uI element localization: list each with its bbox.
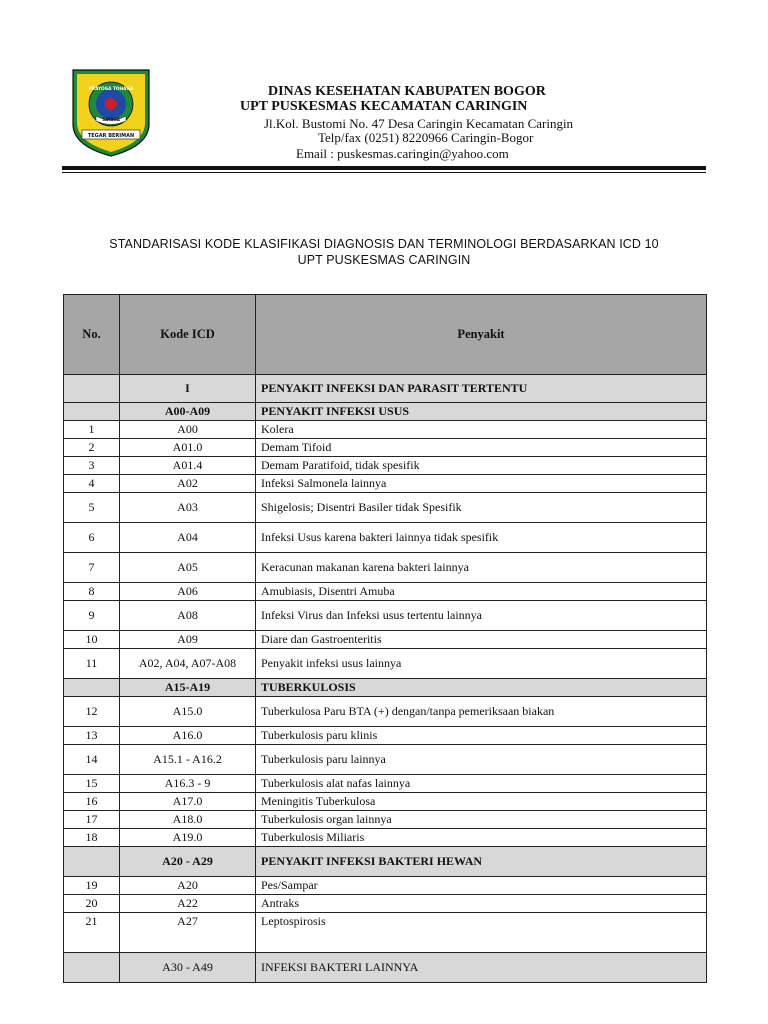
row-number: 3 — [64, 457, 120, 475]
table-row — [64, 775, 707, 793]
table-row — [64, 601, 707, 631]
disease-name: Kolera — [256, 421, 707, 439]
row-number: 18 — [64, 829, 120, 847]
disease-name: PENYAKIT INFEKSI USUS — [256, 403, 707, 421]
table-row — [64, 811, 707, 829]
column-header-disease: Penyakit — [256, 295, 707, 375]
icd-code: I — [120, 375, 256, 403]
icd-code: A00-A09 — [120, 403, 256, 421]
icd-code: A20 — [120, 877, 256, 895]
icd-code: A27 — [120, 913, 256, 953]
icd-code: A02, A04, A07-A08 — [120, 649, 256, 679]
row-number: 21 — [64, 913, 120, 953]
disease-name: Shigelosis; Disentri Basiler tidak Spesifik — [256, 493, 707, 523]
disease-name: Demam Tifoid — [256, 439, 707, 457]
table-row — [64, 475, 707, 493]
table-row — [64, 793, 707, 811]
row-number: 15 — [64, 775, 120, 793]
table-row — [64, 697, 707, 727]
row-number: 9 — [64, 601, 120, 631]
logo-ribbon-text: TEGAR BERIMAN — [87, 133, 135, 139]
table-row — [64, 913, 707, 953]
disease-name: Tuberkulosis Miliaris — [256, 829, 707, 847]
icd-code: A01.4 — [120, 457, 256, 475]
column-header-no: No. — [64, 295, 120, 375]
bogor-regency-logo — [70, 66, 152, 158]
row-number: 12 — [64, 697, 120, 727]
table-row — [64, 457, 707, 475]
icd-code: A17.0 — [120, 793, 256, 811]
disease-name: PENYAKIT INFEKSI BAKTERI HEWAN — [256, 847, 707, 877]
row-number: 4 — [64, 475, 120, 493]
table-row — [64, 895, 707, 913]
disease-name: INFEKSI BAKTERI LAINNYA — [256, 953, 707, 983]
row-number — [64, 847, 120, 877]
row-number: 5 — [64, 493, 120, 523]
letterhead-divider — [62, 166, 706, 170]
row-number: 17 — [64, 811, 120, 829]
icd-code: A18.0 — [120, 811, 256, 829]
section-row — [64, 403, 707, 421]
row-number: 6 — [64, 523, 120, 553]
logo-center-text: SAYAGA — [102, 117, 120, 122]
column-header-code: Kode ICD — [120, 295, 256, 375]
icd-code: A02 — [120, 475, 256, 493]
email-line: Email : puskesmas.caringin@yahoo.com — [296, 146, 509, 161]
clinic-name: UPT PUSKESMAS KECAMATAN CARINGIN — [240, 99, 528, 114]
icd-code: A04 — [120, 523, 256, 553]
icd-code: A15.0 — [120, 697, 256, 727]
icd-code: A09 — [120, 631, 256, 649]
disease-name: Infeksi Salmonela lainnya — [256, 475, 707, 493]
disease-name: Antraks — [256, 895, 707, 913]
row-number — [64, 679, 120, 697]
table-header-row — [64, 295, 707, 375]
section-row — [64, 679, 707, 697]
icd-code: A30 - A49 — [120, 953, 256, 983]
row-number — [64, 953, 120, 983]
icd-code: A22 — [120, 895, 256, 913]
table-row — [64, 523, 707, 553]
row-number — [64, 375, 120, 403]
disease-name: Pes/Sampar — [256, 877, 707, 895]
table-row — [64, 745, 707, 775]
disease-name: Diare dan Gastroenteritis — [256, 631, 707, 649]
row-number: 7 — [64, 553, 120, 583]
row-number: 11 — [64, 649, 120, 679]
logo-motto-text: PRAYOGA TOHAGA — [88, 87, 134, 92]
row-number: 2 — [64, 439, 120, 457]
icd-code: A05 — [120, 553, 256, 583]
row-number: 13 — [64, 727, 120, 745]
disease-name: Demam Paratifoid, tidak spesifik — [256, 457, 707, 475]
row-number: 16 — [64, 793, 120, 811]
icd-code: A16.3 - 9 — [120, 775, 256, 793]
icd-code: A03 — [120, 493, 256, 523]
disease-name: PENYAKIT INFEKSI DAN PARASIT TERTENTU — [256, 375, 707, 403]
section-row — [64, 847, 707, 877]
disease-name: Keracunan makanan karena bakteri lainnya — [256, 553, 707, 583]
table-row — [64, 421, 707, 439]
icd-code: A15-A19 — [120, 679, 256, 697]
icd-code: A20 - A29 — [120, 847, 256, 877]
disease-name: Tuberkulosis paru klinis — [256, 727, 707, 745]
disease-name: Infeksi Virus dan Infeksi usus tertentu lainnya — [256, 601, 707, 631]
icd-code: A08 — [120, 601, 256, 631]
table-row — [64, 493, 707, 523]
table-row — [64, 583, 707, 601]
disease-name: Meningitis Tuberkulosa — [256, 793, 707, 811]
table-row — [64, 829, 707, 847]
disease-name: Infeksi Usus karena bakteri lainnya tidak spesifik — [256, 523, 707, 553]
row-number: 19 — [64, 877, 120, 895]
disease-name: Amubiasis, Disentri Amuba — [256, 583, 707, 601]
table-row — [64, 631, 707, 649]
icd-code: A15.1 - A16.2 — [120, 745, 256, 775]
document-subtitle: UPT PUSKESMAS CARINGIN — [297, 253, 471, 267]
phone-line: Telp/fax (0251) 8220966 Caringin-Bogor — [318, 130, 534, 145]
row-number: 10 — [64, 631, 120, 649]
row-number: 1 — [64, 421, 120, 439]
table-row — [64, 649, 707, 679]
agency-name: DINAS KESEHATAN KABUPATEN BOGOR — [268, 84, 546, 99]
disease-name: Tuberkulosis alat nafas lainnya — [256, 775, 707, 793]
table-row — [64, 877, 707, 895]
section-row — [64, 953, 707, 983]
table-row — [64, 439, 707, 457]
disease-name: Tuberkulosis paru lainnya — [256, 745, 707, 775]
row-number — [64, 403, 120, 421]
address-line: Jl.Kol. Bustomi No. 47 Desa Caringin Kecamatan Caringin — [264, 116, 574, 131]
icd-code: A01.0 — [120, 439, 256, 457]
table-row — [64, 553, 707, 583]
disease-name: Penyakit infeksi usus lainnya — [256, 649, 707, 679]
section-row — [64, 375, 707, 403]
disease-name: TUBERKULOSIS — [256, 679, 707, 697]
row-number: 14 — [64, 745, 120, 775]
disease-name: Tuberkulosa Paru BTA (+) dengan/tanpa pemeriksaan biakan — [256, 697, 707, 727]
row-number: 8 — [64, 583, 120, 601]
letterhead-divider-thin — [62, 172, 706, 173]
disease-name: Leptospirosis — [256, 913, 707, 953]
document-title: STANDARISASI KODE KLASIFIKASI DIAGNOSIS DAN TERMINOLOGI BERDASARKAN ICD 10 — [109, 237, 659, 251]
icd-table — [63, 294, 707, 983]
row-number: 20 — [64, 895, 120, 913]
table-row — [64, 727, 707, 745]
disease-name: Tuberkulosis organ lainnya — [256, 811, 707, 829]
icd-code: A16.0 — [120, 727, 256, 745]
icd-code: A19.0 — [120, 829, 256, 847]
icd-code: A00 — [120, 421, 256, 439]
icd-code: A06 — [120, 583, 256, 601]
